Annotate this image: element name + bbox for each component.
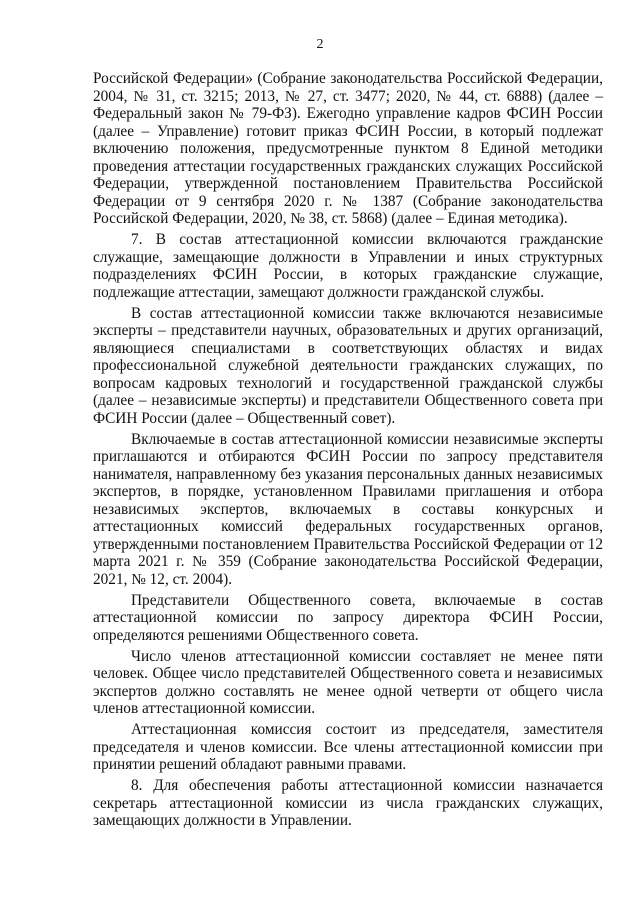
document-body bbox=[93, 70, 603, 830]
paragraph-continuation: Российской Федерации» (Собрание законодательства Российской Федерации, 2004, № 31, ст. 3215; 2013, № 27, ст. 3477; 2020, № 44, ст. 6888) (далее – Федеральный закон № 79-ФЗ). Ежегодно управление кадров ФСИН России (далее – Управление) готовит приказ ФСИН России, в который подлежат включению положения, предусмотренные пунктом 8 Единой методики проведения аттестации государственных гражданских служащих Российской Федерации, утвержденной постановлением Правительства Российской Федерации от 9 сентября 2020 г. № 1387 (Собрание законодательства Российской Федерации, 2020, № 38, ст. 5868) (далее – Единая методика). bbox=[93, 70, 603, 227]
paragraph-item-7: 7. В состав аттестационной комиссии включаются гражданские служащие, замещающие должности в Управлении и иных структурных подразделениях ФСИН России, в которых гражданские служащие, подлежащие аттестации, замещают должности гражданской службы. bbox=[93, 231, 603, 301]
paragraph-independent-experts: В состав аттестационной комиссии также включаются независимые эксперты – представители научных, образовательных и других организаций, являющиеся специалистами в соответствующих областях и видах профессиональной служебной деятельности гражданских служащих, по вопросам кадровых технологий и государственной гражданской службы (далее – независимые эксперты) и представители Общественного совета при ФСИН России (далее – Общественный совет). bbox=[93, 304, 603, 427]
page-number: 2 bbox=[316, 37, 324, 52]
paragraph-item-8: 8. Для обеспечения работы аттестационной комиссии назначается секретарь аттестационной комиссии из числа гражданских служащих, замещающих должности в Управлении. bbox=[93, 777, 603, 829]
paragraph-experts-selection: Включаемые в состав аттестационной комиссии независимые эксперты приглашаются и отбираются ФСИН России по запросу представителя нанимателя, направленному без указания персональных данных независимых экспертов, в порядке, установленном Правилами приглашения и отбора независимых экспертов, включаемых в составы конкурсных и аттестационных комиссий федеральных государственных органов, утвержденными постановлением Правительства Российской Федерации от 12 марта 2021 г. № 359 (Собрание законодательства Российской Федерации, 2021, № 12, ст. 2004). bbox=[93, 430, 603, 588]
paragraph-commission-size: Число членов аттестационной комиссии составляет не менее пяти человек. Общее число представителей Общественного совета и независимых экспертов должно составлять не менее одной четверти от общего числа членов аттестационной комиссии. bbox=[93, 647, 603, 717]
paragraph-public-council-representatives: Представители Общественного совета, включаемые в состав аттестационной комиссии по запросу директора ФСИН России, определяются решениями Общественного совета. bbox=[93, 591, 603, 644]
paragraph-commission-composition: Аттестационная комиссия состоит из председателя, заместителя председателя и членов комиссии. Все члены аттестационной комиссии при принятии решений обладают равными правами. bbox=[93, 721, 603, 773]
